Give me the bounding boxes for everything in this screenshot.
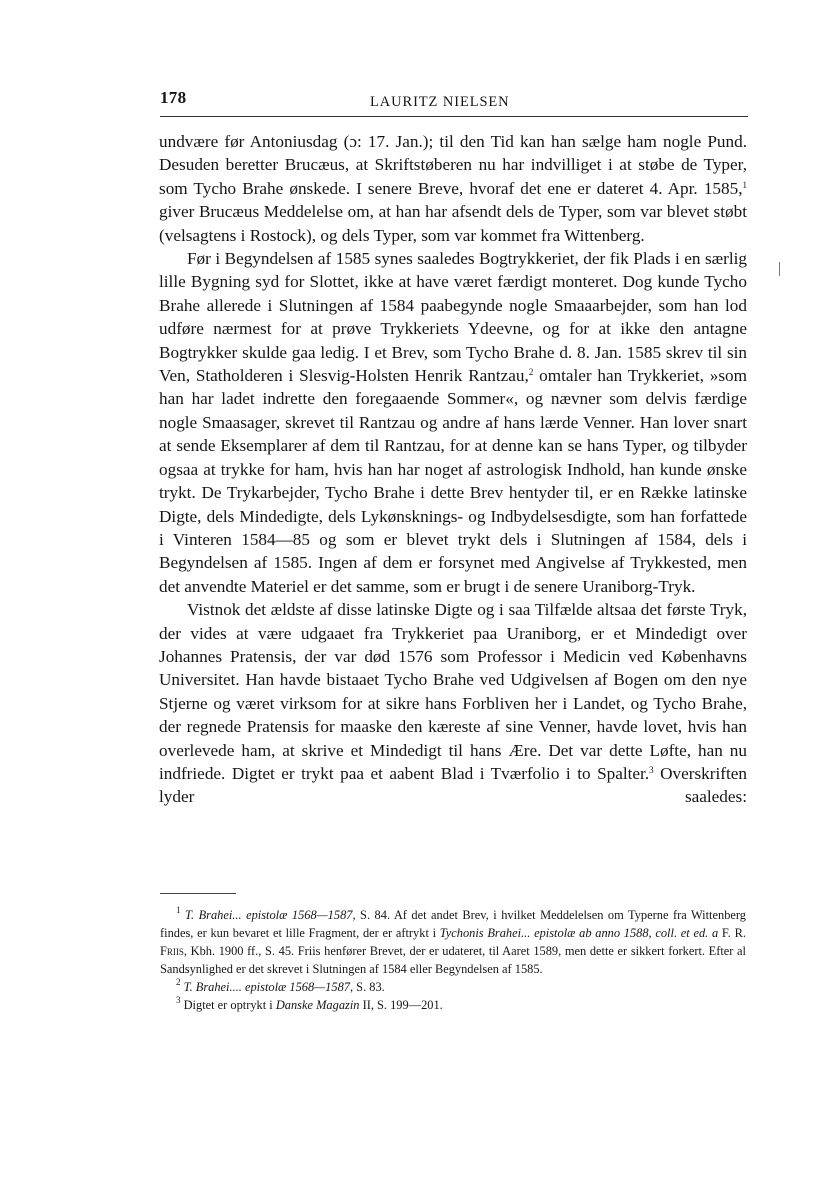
footnote-ref-3: 3 (649, 764, 654, 775)
footnote-1-mark: 1 (176, 905, 181, 915)
paragraph-1-text: undvære før Antoniusdag (ɔ: 17. Jan.); til den Tid kan han sælge ham nogle Pund. Desuden beretter Brucæus, at Skriftstøberen nu har indvilliget i at støbe de Typer, som Tycho Brahe ønskede. I senere Breve, hvoraf det ene er dateret 4. Apr. 1585, (159, 132, 747, 198)
page-header (160, 88, 748, 117)
footnote-ref-2: 2 (528, 367, 534, 378)
paragraph-2-text-cont: omtaler han Trykkeriet, »som han har ladet indrette den foregaaende Sommer«, og nævner som delvis færdige nogle Smaasager, skrevet til Rantzau og andre af hans lærde Venner. Han lover snart at sende Eksemplarer af dem til Rantzau, for at denne kan se hans Typer, og tilbyder ogsaa at trykke for ham, hvis han har noget af astrologisk Indhold, han kunde ønske trykt. De Trykarbejder, Tycho Brahe i dette Brev hentyder til, er en Række latinske Digte, dels Mindedigte, dels Lykønsknings- og Indbydelsesdigte, som han forfattede i Vinteren 1584—85 og som er blevet trykt dels i Slutningen af 1584, dels i Begyndelsen af 1585. Ingen af dem er forsynet med Angivelse af Trykkested, men det anvendte Materiel er det samme, som er brugt i de senere Uraniborg-Tryk. (159, 366, 748, 596)
footnote-3-title: Danske Magazin (275, 998, 360, 1012)
footnote-2 (160, 978, 746, 996)
footnote-2-mark: 2 (176, 977, 181, 987)
footnote-3-text-2: II, S. 199—201. (359, 998, 443, 1012)
footnote-1-author: Friis (160, 944, 184, 958)
footnote-1-title: T. Brahei... epistolæ 1568—1587, (185, 908, 356, 922)
paragraph-1 (159, 130, 747, 247)
page-number: 178 (160, 88, 187, 107)
body-text (159, 130, 747, 809)
footnote-2-text: S. 83. (353, 980, 385, 994)
footnote-3-text: Digtet er optrykt i (183, 998, 276, 1012)
footnote-3-mark: 3 (176, 995, 181, 1005)
footnote-1-text-3: , Kbh. 1900 ff., S. 45. Friis henfører Brevet, der er udateret, til Aaret 1589, men dette er sikkert forkert. Efter al Sandsynlighed er det skrevet i Slutningen af 1584 eller Begyndelsen af 1585. (160, 944, 746, 976)
footnote-1 (160, 906, 746, 978)
margin-mark (779, 262, 780, 276)
footnote-ref-1: 1 (742, 179, 747, 190)
paragraph-1-text-cont: giver Brucæus Meddelelse om, at han har afsendt dels de Typer, som var blevet støbt (velsagtens i Rostock), og dels Typer, som var kommet fra Wittenberg. (159, 202, 747, 245)
footnote-2-title: T. Brahei.... epistolæ 1568—1587, (183, 980, 354, 994)
footnote-divider (160, 893, 236, 894)
footnote-1-title-2: Tychonis Brahei... epistolæ ab anno 1588, coll. et ed. a (439, 926, 719, 940)
running-head: LAURITZ NIELSEN (370, 94, 510, 110)
footnote-3 (160, 996, 746, 1014)
footnote-1-text-2: F. R. (718, 926, 746, 940)
footnote-1-text: S. 84. Af det andet Brev, i hvilket Meddelelsen om Typerne fra Wittenberg findes, er kun bevaret et lille Fragment, der er aftrykt i (160, 908, 746, 940)
paragraph-2 (159, 247, 747, 598)
footnotes (160, 906, 746, 1014)
paragraph-2-text: Før i Begyndelsen af 1585 synes saaledes Bogtrykkeriet, der fik Plads i en særlig lille Bygning syd for Slottet, ikke at have været færdigt monteret. Dog kunde Tycho Brahe allerede i Slutningen af 1584 paabegynde nogle Smaaarbejder, som han lod udføre nærmest for at prøve Trykkeriets Ydeevne, og for at ikke den antagne Bogtrykker skulde gaa ledig. I et Brev, som Tycho Brahe d. 8. Jan. 1585 skrev til sin Ven, Statholderen i Slesvig-Holsten Henrik Rantzau, (159, 249, 747, 386)
paragraph-3 (159, 598, 747, 809)
paragraph-3-text: Vistnok det ældste af disse latinske Digte og i saa Tilfælde altsaa det første Tryk, der vides at være udgaaet fra Trykkeriet paa Uraniborg, er et Mindedigt over Johannes Pratensis, der var død 1576 som Professor i Medicin ved Københavns Universitet. Han havde bistaaet Tycho Brahe ved Udgivelsen af Bogen om den nye Stjerne og været virksom for at sikre hans Forbliven her i Landet, og Tycho Brahe, der regnede Pratensis for maaske den kæreste af sine Venner, havde lovet, hvis han overlevede ham, at skrive et Mindedigt til hans Ære. Det var dette Løfte, han nu indfriede. Digtet er trykt paa et aabent Blad i Tværfolio i to Spalter. (159, 600, 747, 783)
paragraph-3-text-cont: Overskriften lyder saaledes: (159, 763, 747, 807)
